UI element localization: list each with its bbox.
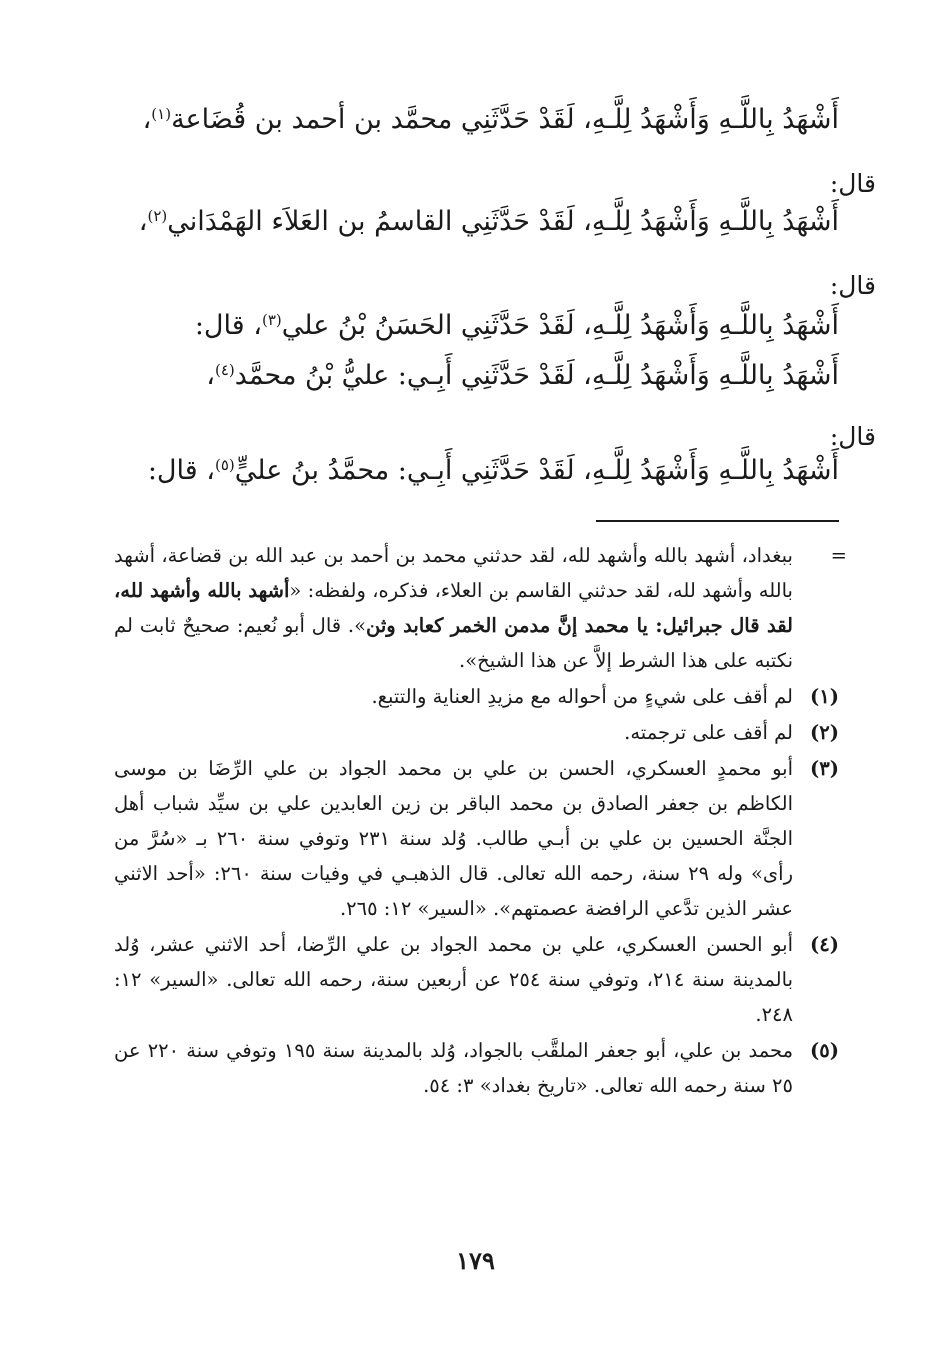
footnote-text-3: أبو محمدٍ العسكري، الحسن بن علي بن محمد الجواد بن علي الرِّضَا بن موسى الكاظم بن جعفر الصادق بن محمد الباقر بن زين العابدين علي بن سيِّد شباب أهل الجنَّة الحسين بن علي بن أبـي طالب. وُلد سنة ٢٣١ وتوفي سنة ٢٦٠ بـ «سُرَّ من رأى» وله ٢٩ سنة، رحمه الله تعالى. قال الذهبـي في وفيات سنة ٢٦٠: «أحد الاثني عشر الذين تدَّعي الرافضة عصمتهم». «السير» ١٢: ٢٦٥. xyxy=(114,757,793,920)
footnote-2 xyxy=(114,715,839,750)
footnote-5 xyxy=(114,1033,839,1103)
footnote-continuation xyxy=(114,538,847,678)
footnote-ref-5[interactable]: (٥) xyxy=(214,456,235,474)
hadith-line-2: أَشْهَدُ بِاللَّـهِ وَأَشْهَدُ لِلَّـهِ، لَقَدْ حَدَّثَنِي القاسمُ بن العَلاَء الهَمْدَاني$^{(٢)}$، xyxy=(138,206,839,237)
hadith-line-5: أَشْهَدُ بِاللَّـهِ وَأَشْهَدُ لِلَّـهِ، لَقَدْ حَدَّثَنِي أَبِـي: محمَّدُ بنُ عليٍّ$^{(٥)}$، قال: xyxy=(147,455,839,486)
hadith-line-1: أَشْهَدُ بِاللَّـهِ وَأَشْهَدُ لِلَّـهِ، لَقَدْ حَدَّثَنِي محمَّد بن أحمد بن قُضَاعة$^{(١)}$، xyxy=(142,104,839,135)
footnote-number-5: (٥) xyxy=(810,1039,839,1062)
footnote-text-2: لم أقف على ترجمته. xyxy=(624,721,793,744)
footnote-3 xyxy=(114,751,839,926)
footnote-number-2: (٢) xyxy=(810,721,839,744)
hadith-line-3: أَشْهَدُ بِاللَّـهِ وَأَشْهَدُ لِلَّـهِ، لَقَدْ حَدَّثَنِي الحَسَنُ بْنُ علي$^{(٣)}$، قال: xyxy=(194,310,839,341)
qal-label-2: قال: xyxy=(829,271,876,300)
continuation-bold-quote: أشهد بالله وأشهد لله، لقد قال جبرائيل: يا محمد إنَّ مدمن الخمر كعابد وثن xyxy=(114,579,793,637)
continuation-text-b: ». قال أبو نُعيم: صحيحٌ ثابت لم نكتبه على هذا الشرط إلاَّ عن هذا الشيخ». xyxy=(114,614,793,672)
page-number: ١٧٩ xyxy=(456,1246,495,1275)
footnote-ref-3[interactable]: (٣) xyxy=(261,311,282,329)
footnote-text-1: لم أقف على شيءٍ من أحواله مع مزيدِ العناية والتتبع. xyxy=(371,685,793,708)
footnote-number-1: (١) xyxy=(810,685,839,708)
footnote-ref-2[interactable]: (٢) xyxy=(147,207,168,225)
footnote-ref-1[interactable]: (١) xyxy=(151,105,172,123)
hadith-line-4: أَشْهَدُ بِاللَّـهِ وَأَشْهَدُ لِلَّـهِ، لَقَدْ حَدَّثَنِي أَبِـي: عليُّ بْنُ محمَّد$^{(٤)}$، xyxy=(206,360,839,391)
footnotes xyxy=(114,538,847,1103)
footnote-1 xyxy=(114,679,839,714)
footnote-ref-4[interactable]: (٤) xyxy=(214,361,235,379)
footnote-text-5: محمد بن علي، أبو جعفر الملقَّب بالجواد، وُلد بالمدينة سنة ١٩٥ وتوفي سنة ٢٢٠ عن ٢٥ سنة رحمه الله تعالى. «تاريخ بغداد» ٣: ٥٤. xyxy=(114,1039,794,1097)
qal-label-3: قال: xyxy=(829,422,876,451)
continuation-text-a: ببغداد، أشهد بالله وأشهد لله، لقد حدثني محمد بن أحمد بن عبد الله بن قضاعة، أشهد بالله وأشهد لله، لقد حدثني القاسم بن العلاء، فذكره، ولفظه: « xyxy=(114,544,793,602)
footnote-text-4: أبو الحسن العسكري، علي بن محمد الجواد بن علي الرِّضا، أحد الاثني عشر، وُلد بالمدينة سنة ٢١٤، وتوفي سنة ٢٥٤ عن أربعين سنة، رحمه الله تعالى. «السير» ١٢: ٢٤٨. xyxy=(114,933,793,1026)
footnote-separator xyxy=(596,520,839,522)
continuation-marker: = xyxy=(830,544,847,567)
footnote-4 xyxy=(114,927,839,1032)
footnote-number-4: (٤) xyxy=(810,933,839,956)
footnote-number-3: (٣) xyxy=(810,757,839,780)
qal-label-1: قال: xyxy=(829,169,876,198)
